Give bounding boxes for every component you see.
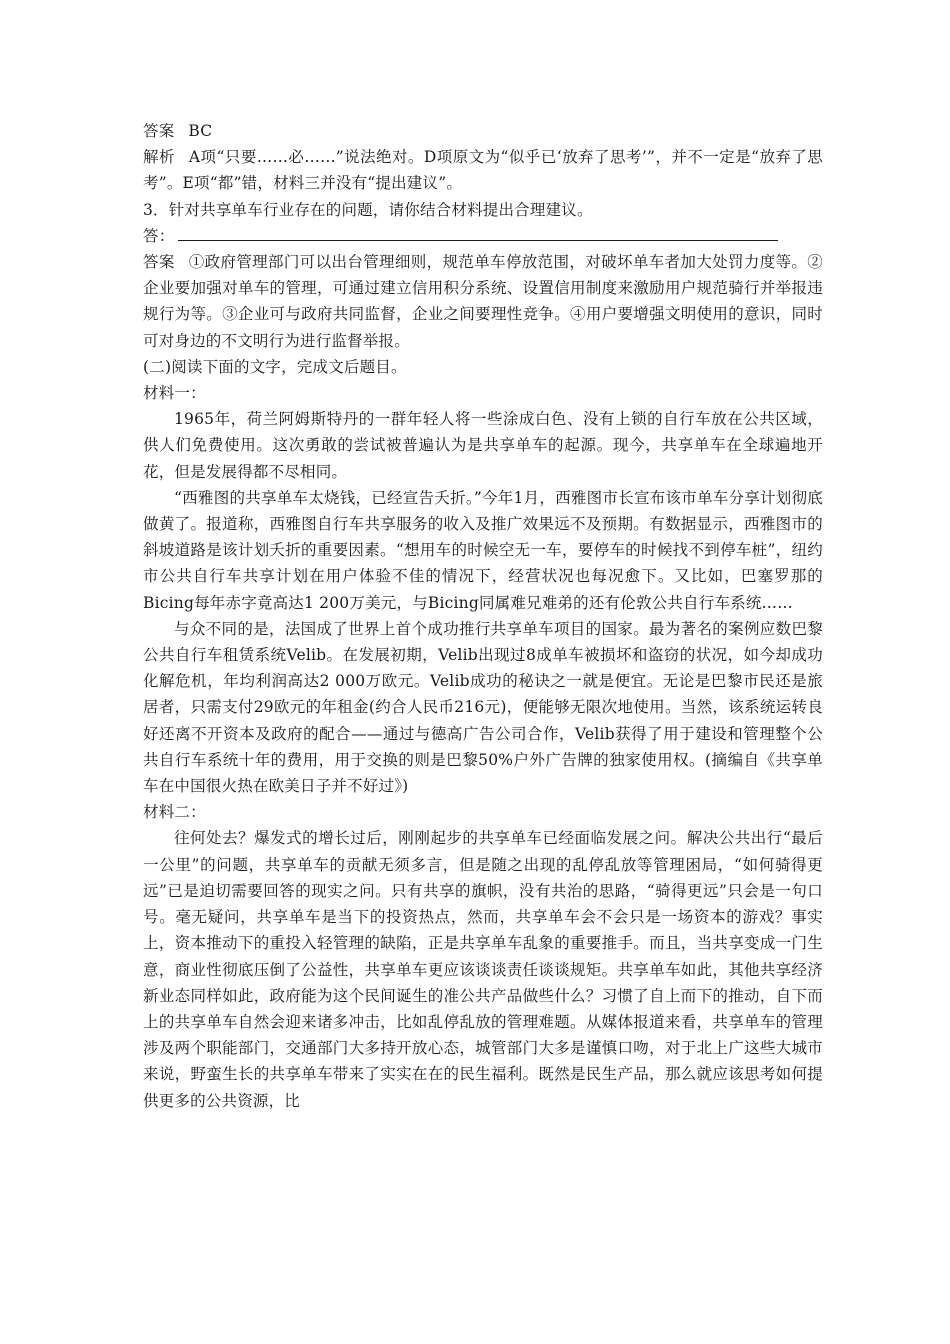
document-body <box>143 118 823 1114</box>
response-label: 答： <box>143 226 175 245</box>
analysis-label: 解析 <box>143 148 175 167</box>
answer-label: 答案 <box>143 122 175 140</box>
section-heading: (二)阅读下面的文字，完成文后题目。 <box>143 357 407 376</box>
analysis-text: A项“只要……必……”说法绝对。D项原文为“似乎已‘放弃了思考’”，并不一定是“放弃了思考”。E项“都”错，材料三并没有“提出建议”。 <box>143 148 823 193</box>
paragraph: “西雅图的共享单车太烧钱，已经宣告夭折。”今年1月，西雅图市长宣布该市单车分享计划彻底做黄了。报道称，西雅图自行车共享服务的收入及推广效果远不及预期。有数据显示，西雅图市的斜坡道路是该计划夭折的重要因素。“想用车的时候空无一车，要停车的时候找不到停车桩”，纽约市公共自行车共享计划在用户体验不佳的情况下，经营状况也每况愈下。又比如，巴塞罗那的Bicing每年赤字竟高达1 200万美元，与Bicing同属难兄难弟的还有伦敦公共自行车系统…… <box>143 488 823 612</box>
q2-answer <box>143 118 823 144</box>
answer-label: 答案 <box>143 253 175 272</box>
q2-analysis <box>143 144 823 196</box>
material1-label: 材料一： <box>143 384 206 403</box>
answer-blank-line <box>178 224 778 241</box>
paragraph: 与众不同的是，法国成了世界上首个成功推行共享单车项目的国家。最为著名的案例应数巴黎公共自行车租赁系统Velib。在发展初期，Velib出现过8成单车被损坏和盗窃的状况，如今却成功化解危机，年均利润高达2 000万欧元。Velib成功的秘诀之一就是便宜。无论是巴黎市民还是旅居者，只需支付29欧元的年租金(约合人民币216元)，便能够无限次地使用。当然，该系统运转良好还离不开资本及政府的配合——通过与德高广告公司合作，Velib获得了用于建设和管理整个公共自行车系统十年的费用，用于交换的则是巴黎50%户外广告牌的独家使用权。(摘编自《共享单车在中国很火热在欧美日子并不好过》) <box>143 619 823 796</box>
q3-answer <box>143 249 823 354</box>
q3-question: 3．针对共享单车行业存在的问题，请你结合材料提出合理建议。 <box>143 200 593 219</box>
paragraph: 1965年，荷兰阿姆斯特丹的一群年轻人将一些涂成白色、没有上锁的自行车放在公共区域，供人们免费使用。这次勇敢的尝试被普遍认为是共享单车的起源。现今，共享单车在全球遍地开花，但是发展得都不尽相同。 <box>143 410 823 481</box>
paragraph: 往何处去？爆发式的增长过后，刚刚起步的共享单车已经面临发展之问。解决公共出行“最后一公里”的问题，共享单车的贡献无须多言，但是随之出现的乱停乱放等管理困局，“如何骑得更远”已是迫切需要回答的现实之问。只有共享的旗帜，没有共治的思路，“骑得更远”只会是一句口号。毫无疑问，共享单车是当下的投资热点，然而，共享单车会不会只是一场资本的游戏？事实上，资本推动下的重投入轻管理的缺陷，正是共享单车乱象的重要推手。而且，当共享变成一门生意，商业性彻底压倒了公益性，共享单车更应该谈谈责任谈谈规矩。共享单车如此，其他共享经济新业态同样如此，政府能为这个民间诞生的准公共产品做些什么？习惯了自上而下的推动，自下而上的共享单车自然会迎来诸多冲击，比如乱停乱放的管理难题。从媒体报道来看，共享单车的管理涉及两个职能部门，交通部门大多持开放心态，城管部门大多是谨慎口吻，对于北上广这些大城市来说，野蛮生长的共享单车带来了实实在在的民生福利。既然是民生产品，那么就应该思考如何提供更多的公共资源，比 <box>143 829 823 1110</box>
answer-value: BC <box>188 122 213 140</box>
material2-label: 材料二： <box>143 803 206 822</box>
q3-response <box>143 223 823 249</box>
answer-text: ①政府管理部门可以出台管理细则，规范单车停放范围，对破坏单车者加大处罚力度等。②企业要加强对单车的管理，可通过建立信用积分系统、设置信用制度来激励用户规范骑行并举报违规行为等。③企业可与政府共同监督，企业之间要理性竞争。④用户要增强文明使用的意识，同时可对身边的不文明行为进行监督举报。 <box>143 253 823 350</box>
